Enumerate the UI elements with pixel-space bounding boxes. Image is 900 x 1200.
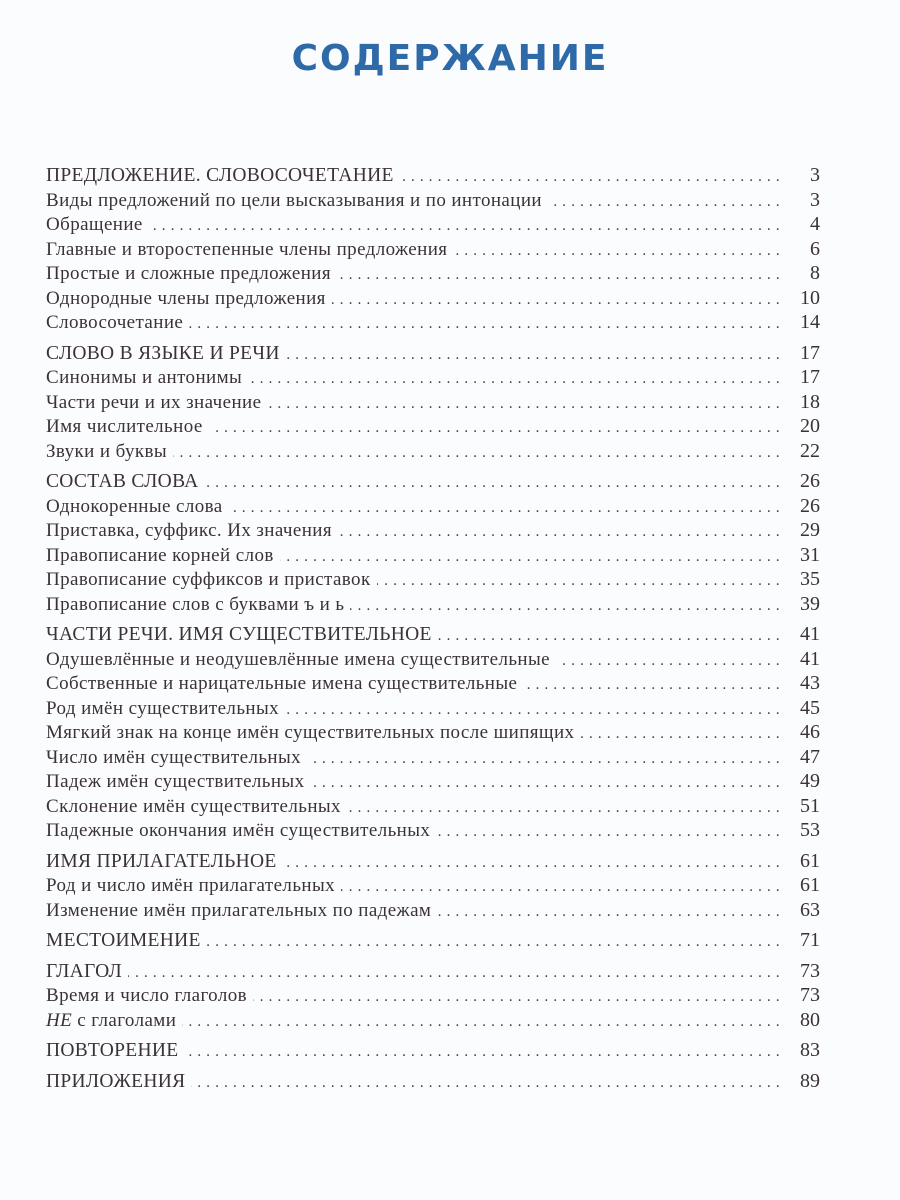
- toc-item[interactable]: [46, 983, 820, 1008]
- leader-dots: [149, 214, 780, 239]
- toc-item[interactable]: [46, 592, 820, 617]
- toc-item-label: с глаголами: [72, 1009, 177, 1031]
- leader-dots: [453, 239, 780, 264]
- leader-dots: [523, 673, 780, 698]
- toc-item[interactable]: [46, 745, 820, 770]
- toc-page-number: 71: [800, 929, 820, 951]
- toc-item[interactable]: [46, 696, 820, 721]
- leader-dots: [337, 263, 780, 288]
- leader-dots: [332, 288, 780, 313]
- toc-item-label: Правописание слов с буквами ъ и ь: [46, 593, 345, 615]
- toc-page-number: 10: [800, 286, 820, 309]
- toc-item-label: Виды предложений по цели высказывания и по интонации: [46, 189, 542, 211]
- toc-section-sentence: [46, 163, 820, 335]
- toc-item[interactable]: [46, 310, 820, 335]
- toc-item-label: Падеж имён существительных: [46, 771, 305, 792]
- toc-item[interactable]: [46, 873, 820, 898]
- toc-item[interactable]: [46, 286, 820, 311]
- leader-dots: [311, 771, 781, 796]
- toc-section-adjective: [46, 849, 820, 923]
- toc-page-number: 41: [800, 647, 820, 670]
- toc-page-number: 4: [810, 213, 820, 235]
- toc-page-number: 89: [800, 1069, 820, 1092]
- toc-item[interactable]: [46, 494, 820, 519]
- toc-item[interactable]: [46, 261, 820, 286]
- toc-item-label: Приставка, суффикс. Их значения: [46, 520, 332, 541]
- leader-dots: [286, 343, 780, 368]
- leader-dots: [580, 722, 780, 747]
- leader-dots: [285, 698, 780, 723]
- leader-dots: [189, 312, 780, 337]
- toc-page-number: 41: [800, 623, 820, 645]
- toc-item-label: Звуки и буквы: [46, 440, 168, 462]
- toc-item-label: Падежные окончания имён существительных: [46, 820, 431, 841]
- toc-section-pronoun: [46, 928, 820, 953]
- toc-item-label: Словосочетание: [46, 312, 184, 333]
- leader-dots: [377, 569, 780, 594]
- toc-item[interactable]: [46, 439, 820, 464]
- leader-dots: [128, 961, 780, 986]
- toc-item-label: Имя числительное: [46, 416, 203, 437]
- toc-item[interactable]: [46, 671, 820, 696]
- toc-heading-label: СОСТАВ СЛОВА: [46, 471, 199, 492]
- toc-item[interactable]: [46, 390, 820, 415]
- toc-page-number: 47: [800, 745, 820, 768]
- leader-dots: [209, 416, 780, 441]
- toc-item-label: Род имён существительных: [46, 697, 280, 719]
- toc-page-number: 61: [800, 849, 820, 872]
- leader-dots: [548, 190, 780, 215]
- toc-page-number: 63: [800, 898, 820, 921]
- toc-page-number: 53: [800, 819, 820, 841]
- toc-item-label: Род и число имён прилагательных: [46, 875, 336, 896]
- leader-dots: [283, 851, 780, 876]
- toc-heading[interactable]: [46, 1069, 820, 1094]
- toc-page-number: 73: [800, 984, 820, 1006]
- toc-heading-label: ПРИЛОЖЕНИЯ: [46, 1070, 186, 1092]
- toc-item[interactable]: [46, 188, 820, 213]
- leader-dots: [436, 820, 780, 845]
- toc-heading[interactable]: [46, 163, 820, 188]
- leader-dots: [182, 1010, 780, 1035]
- toc-heading[interactable]: [46, 1038, 820, 1063]
- table-of-contents: [46, 163, 820, 1099]
- toc-item-label: Правописание корней слов: [46, 544, 274, 566]
- toc-heading-label: ЧАСТИ РЕЧИ. ИМЯ СУЩЕСТВИТЕЛЬНОЕ: [46, 624, 432, 645]
- toc-item-label: Главные и второстепенные члены предложения: [46, 238, 448, 260]
- leader-dots: [307, 747, 780, 772]
- toc-heading-label: ИМЯ ПРИЛАГАТЕЛЬНОЕ: [46, 850, 277, 872]
- toc-page-number: 35: [800, 568, 820, 590]
- toc-item-label: Время и число глаголов: [46, 985, 247, 1006]
- toc-page-number: 20: [800, 415, 820, 437]
- toc-item-label: Одушевлённые и неодушевлённые имена существительные: [46, 648, 550, 670]
- leader-dots: [253, 985, 780, 1010]
- leader-dots: [191, 1071, 780, 1096]
- toc-item-label: Однокоренные слова: [46, 495, 223, 517]
- toc-item[interactable]: [46, 237, 820, 262]
- toc-page-number: 6: [810, 237, 820, 260]
- toc-item[interactable]: [46, 647, 820, 672]
- toc-page-number: 3: [810, 188, 820, 211]
- toc-section-appendix: [46, 1069, 820, 1094]
- toc-page-number: 14: [800, 311, 820, 333]
- toc-item-label: Однородные члены предложения: [46, 287, 326, 309]
- toc-page-number: 43: [800, 672, 820, 694]
- toc-item-label: Синонимы и антонимы: [46, 367, 243, 388]
- toc-heading-label: ПОВТОРЕНИЕ: [46, 1040, 179, 1061]
- toc-item-label: Собственные и нарицательные имена существительные: [46, 673, 518, 694]
- toc-page-number: 45: [800, 696, 820, 719]
- toc-heading-label: ГЛАГОЛ: [46, 960, 123, 982]
- toc-item[interactable]: [46, 818, 820, 843]
- toc-item-label: Части речи и их значение: [46, 391, 262, 413]
- toc-item[interactable]: [46, 567, 820, 592]
- leader-dots: [437, 900, 780, 925]
- toc-item[interactable]: [46, 365, 820, 390]
- toc-item-label: Мягкий знак на конце имён существительных после шипящих: [46, 722, 575, 743]
- toc-item-label: Число имён существительных: [46, 746, 302, 768]
- toc-item[interactable]: [46, 518, 820, 543]
- leader-dots: [338, 520, 780, 545]
- toc-section-verb: [46, 959, 820, 1033]
- toc-page-number: 17: [800, 341, 820, 364]
- leader-dots: [350, 594, 780, 619]
- toc-item[interactable]: [46, 1008, 820, 1033]
- toc-page-number: 46: [800, 721, 820, 743]
- leader-dots: [341, 875, 780, 900]
- toc-heading[interactable]: [46, 928, 820, 953]
- toc-item[interactable]: [46, 720, 820, 745]
- leader-dots: [207, 930, 780, 955]
- toc-item[interactable]: [46, 212, 820, 237]
- toc-page-number: 73: [800, 959, 820, 982]
- toc-page-number: 83: [800, 1039, 820, 1061]
- toc-item-label-wrapper: [46, 1009, 182, 1034]
- toc-item-label: Склонение имён существительных: [46, 795, 341, 817]
- leader-dots: [205, 471, 780, 496]
- leader-dots: [438, 624, 780, 649]
- toc-page-number: 31: [800, 543, 820, 566]
- leader-dots: [556, 649, 780, 674]
- toc-page-number: 18: [800, 390, 820, 413]
- toc-heading[interactable]: [46, 849, 820, 874]
- toc-item-label: Обращение: [46, 214, 143, 235]
- leader-dots: [267, 392, 780, 417]
- toc-page-number: 26: [800, 494, 820, 517]
- toc-section-word-structure: [46, 469, 820, 616]
- toc-page-number: 17: [800, 366, 820, 388]
- leader-dots: [248, 367, 780, 392]
- leader-dots: [184, 1040, 780, 1065]
- toc-page-number: 26: [800, 470, 820, 492]
- toc-item[interactable]: [46, 769, 820, 794]
- leader-dots: [400, 165, 780, 190]
- toc-heading[interactable]: [46, 341, 820, 366]
- toc-page-number: 80: [800, 1008, 820, 1031]
- toc-heading-label: ПРЕДЛОЖЕНИЕ. СЛОВОСОЧЕТАНИЕ: [46, 165, 394, 186]
- toc-heading[interactable]: [46, 959, 820, 984]
- leader-dots: [173, 441, 780, 466]
- toc-page-number: 51: [800, 794, 820, 817]
- toc-section-noun: [46, 622, 820, 843]
- toc-item-label: Правописание суффиксов и приставок: [46, 569, 371, 590]
- page-title: СОДЕРЖАНИЕ: [291, 38, 609, 79]
- toc-heading-label: МЕСТОИМЕНИЕ: [46, 930, 201, 951]
- toc-section-review: [46, 1038, 820, 1063]
- toc-page-number: 29: [800, 519, 820, 541]
- toc-page-number: 3: [810, 164, 820, 186]
- toc-page-number: 22: [800, 439, 820, 462]
- toc-page-number: 49: [800, 770, 820, 792]
- toc-item-label: Простые и сложные предложения: [46, 263, 331, 284]
- toc-item[interactable]: [46, 794, 820, 819]
- toc-item[interactable]: [46, 898, 820, 923]
- toc-section-word: [46, 341, 820, 464]
- leader-dots: [229, 496, 780, 521]
- toc-page-number: 39: [800, 592, 820, 615]
- toc-page-number: 8: [810, 262, 820, 284]
- toc-item-label: Изменение имён прилагательных по падежам: [46, 899, 432, 921]
- toc-heading-label: СЛОВО В ЯЗЫКЕ И РЕЧИ: [46, 342, 280, 364]
- toc-item[interactable]: [46, 414, 820, 439]
- toc-heading[interactable]: [46, 469, 820, 494]
- toc-heading[interactable]: [46, 622, 820, 647]
- toc-page-number: 61: [800, 874, 820, 896]
- leader-dots: [280, 545, 780, 570]
- toc-item[interactable]: [46, 543, 820, 568]
- toc-item-label-italic: НЕ: [46, 1009, 73, 1031]
- leader-dots: [347, 796, 780, 821]
